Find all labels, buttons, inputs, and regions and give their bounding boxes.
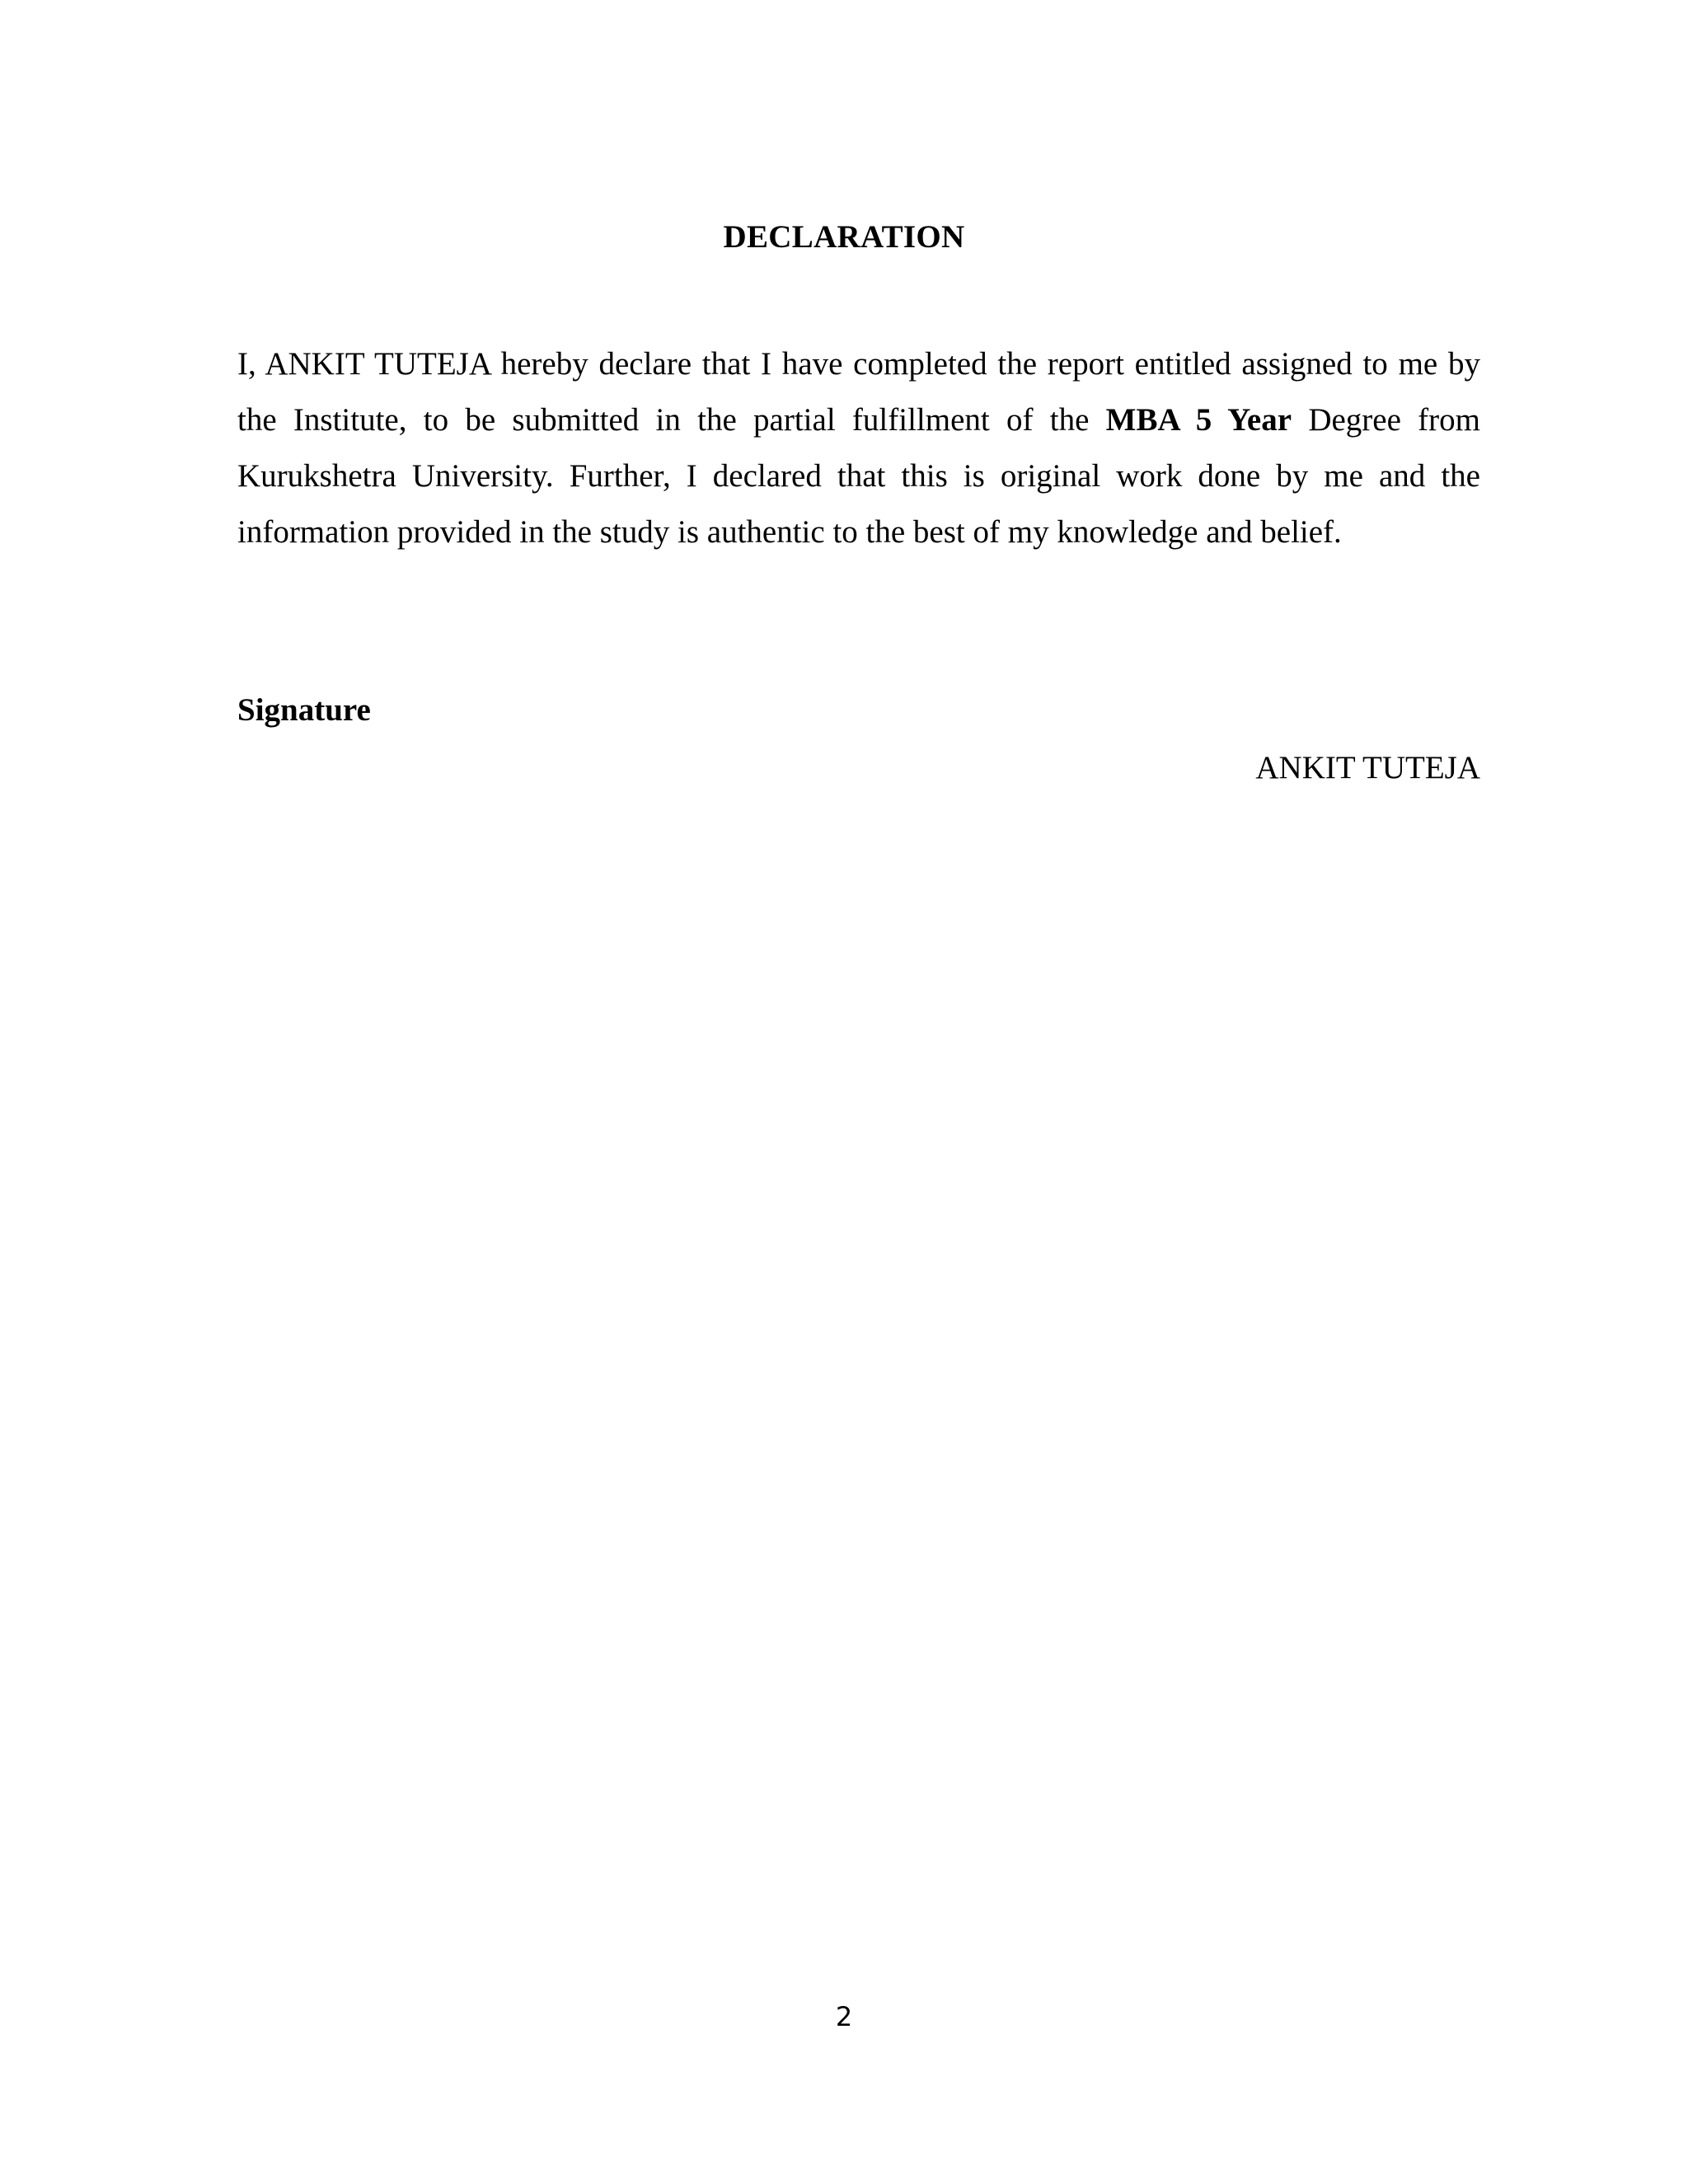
signer-name: ANKIT TUTEJA [1255,750,1480,785]
signature-label: Signature [237,692,371,728]
declaration-text-part1: I, ANKIT TUTEJA hereby declare that I have completed the report entitled assigned to me by the Institute, to be submitted in the partial fulfillment of the [237,346,1480,438]
declaration-text-part2: Degree from Kurukshetra University. Further, I declared that this is original work done by me and the information provided in the study is authentic to the best of my knowledge and belief. [237,402,1480,550]
declaration-paragraph [237,336,1480,560]
page-title: DECLARATION [723,219,965,255]
degree-name: MBA 5 Year [1105,402,1292,438]
page-number: 2 [835,2001,853,2032]
